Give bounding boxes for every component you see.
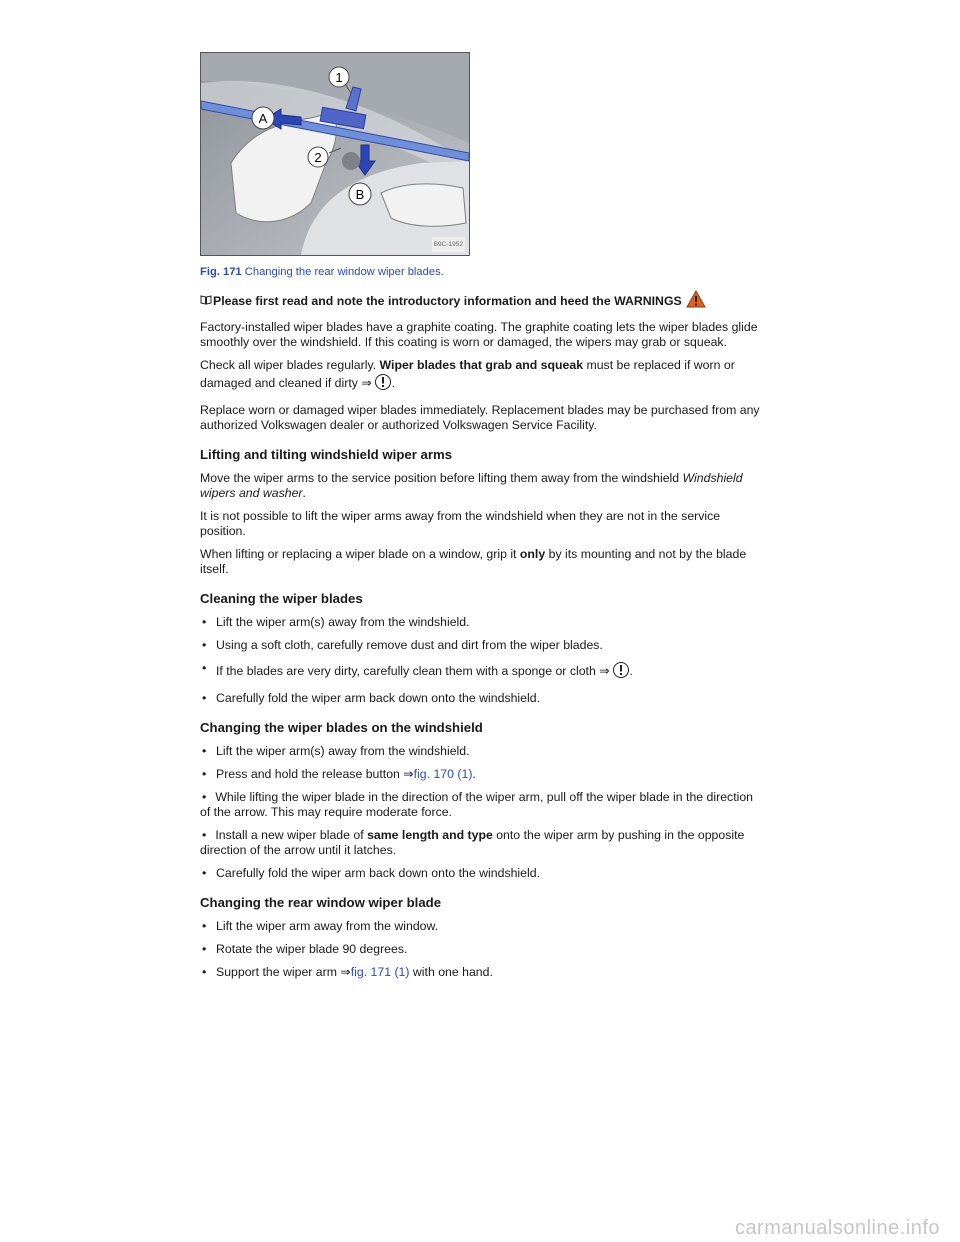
figure-rear-wiper — [200, 52, 470, 256]
warning-triangle-icon[interactable] — [686, 290, 706, 312]
watermark: carmanualsonline.info — [734, 1217, 940, 1239]
figure-caption-text: Changing the rear window wiper blades. — [244, 266, 444, 278]
callout-1: 1 — [335, 70, 343, 85]
clean-dirty-end: . — [629, 664, 633, 678]
list-item — [200, 828, 760, 858]
check-blades-paragraph — [200, 358, 760, 395]
list-item: • Carefully fold the wiper arm back down onto the windshield. — [200, 866, 760, 881]
list-item: • Carefully fold the wiper arm back down onto the windshield. — [200, 691, 760, 706]
intro-text: Please first read and note the introductory information and heed the WARNINGS — [213, 293, 682, 308]
list-item: • Lift the wiper arm(s) away from the windshield. — [200, 615, 760, 630]
install-text-a: Install a new wiper blade of — [215, 828, 368, 842]
book-icon — [200, 294, 212, 309]
fig-170-link[interactable]: fig. 170 (1) — [413, 767, 473, 781]
fig-171-link[interactable]: fig. 171 (1) — [350, 965, 410, 979]
rear-wiper-illustration — [201, 53, 469, 255]
figure-number: Fig. 171 — [200, 266, 242, 278]
service-position-italic: Windshield wipers and washer — [200, 471, 743, 500]
list-item — [200, 661, 760, 683]
clean-dirty-text: If the blades are very dirty, carefully clean them with a sponge or cloth ⇒ — [216, 664, 610, 678]
list-item: • Rotate the wiper blade 90 degrees. — [200, 942, 760, 957]
callout-b: B — [355, 187, 365, 202]
check-blades-bold: Wiper blades that grab and squeak — [379, 358, 584, 372]
release-button-text: Press and hold the release button ⇒ — [216, 767, 414, 781]
install-text-c: onto the wiper arm by pushing in the opposite direction of the arrow until it latches. — [200, 828, 745, 857]
check-blades-text-d: . — [391, 376, 396, 390]
replace-blades-paragraph: Replace worn or damaged wiper blades immediately. Replacement blades may be purchased from any authorized Volkswagen dealer or authorized Volkswagen Service Facility. — [200, 403, 760, 432]
support-arm-end: with one hand. — [409, 965, 493, 979]
grip-text-a: When lifting or replacing a wiper blade on a window, grip it — [200, 547, 520, 561]
support-arm-text: Support the wiper arm ⇒ — [216, 965, 351, 979]
service-position-text-c: . — [302, 486, 306, 500]
rear-steps-list — [200, 919, 760, 980]
list-item: • Lift the wiper arm(s) away from the windshield. — [200, 744, 760, 759]
install-bold: same length and type — [367, 828, 493, 842]
figure-image-code: B9C-1952 — [432, 237, 465, 252]
graphite-coating-paragraph: Factory-installed wiper blades have a graphite coating. The graphite coating lets the wiper blades glide smoothly over the windshield. If this coating is worn or damaged, the wipers may grab or squeak. — [200, 320, 758, 349]
caution-note-icon[interactable] — [374, 373, 392, 395]
grip-mounting-paragraph — [200, 547, 760, 577]
list-item: • While lifting the wiper blade in the direction of the wiper arm, pull off the wiper blade in the direction of the arrow. This may require moderate force. — [200, 790, 760, 820]
heading-changing-windshield-blades: Changing the wiper blades on the windshield — [200, 720, 483, 735]
check-blades-text-a: Check all wiper blades regularly. — [200, 358, 380, 372]
list-item — [200, 965, 760, 980]
heading-cleaning-wiper-blades: Cleaning the wiper blades — [200, 591, 363, 606]
release-button-end: . — [472, 767, 476, 781]
list-item — [200, 767, 760, 782]
not-possible-paragraph: It is not possible to lift the wiper arms away from the windshield when they are not in the service position. — [200, 509, 721, 538]
callout-2: 2 — [314, 150, 322, 165]
grip-text-c: by its mounting and not by the blade itself. — [200, 547, 747, 576]
service-position-text-a: Move the wiper arms to the service position before lifting them away from the windshield — [200, 471, 683, 485]
list-item: • Using a soft cloth, carefully remove dust and dirt from the wiper blades. — [200, 638, 760, 653]
intro-line — [200, 290, 760, 312]
cleaning-steps-list — [200, 615, 760, 706]
callout-a: A — [258, 111, 268, 126]
caution-note-icon[interactable] — [612, 661, 630, 683]
grip-bold-only: only — [519, 547, 546, 561]
heading-changing-rear-blade: Changing the rear window wiper blade — [200, 895, 442, 910]
heading-lifting-wiper-arms: Lifting and tilting windshield wiper arms — [200, 447, 453, 462]
windshield-steps-list — [200, 744, 760, 881]
service-position-paragraph — [200, 471, 760, 501]
manual-page — [200, 52, 760, 988]
check-blades-text-c: must be replaced if worn or damaged and cleaned if dirty ⇒ — [200, 358, 735, 390]
figure-caption — [200, 265, 760, 280]
list-item: • Lift the wiper arm away from the window. — [200, 919, 760, 934]
